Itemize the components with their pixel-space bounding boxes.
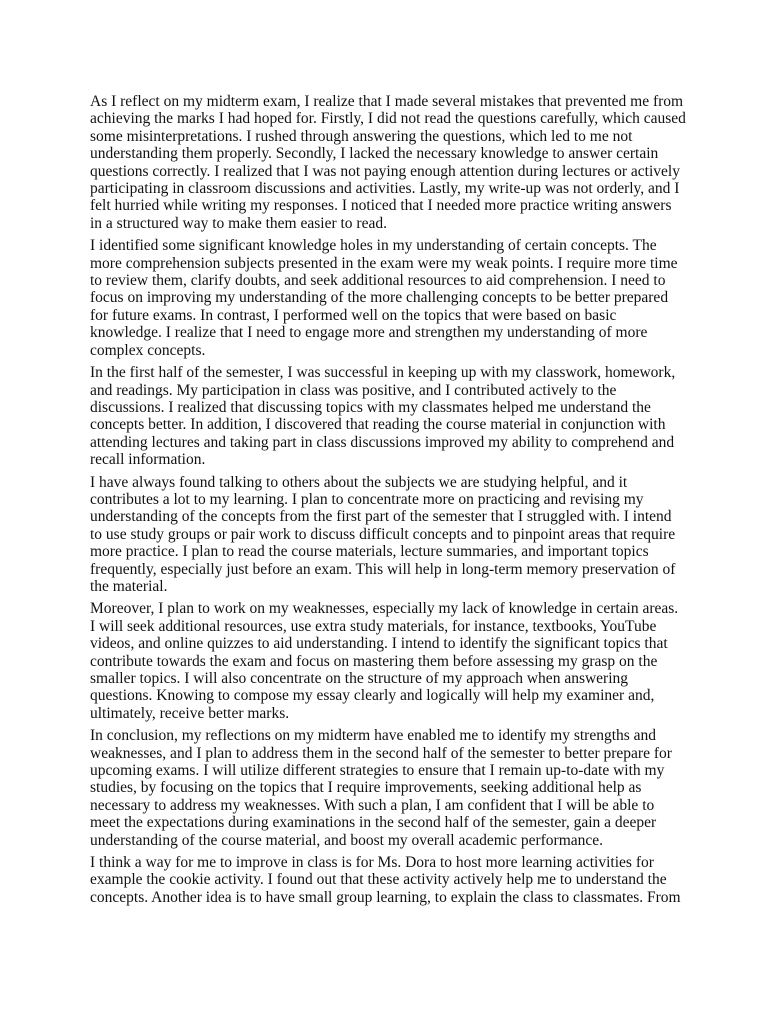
paragraph-weaknesses-plan: Moreover, I plan to work on my weaknesses, especially my lack of knowledge in certain areas. I will seek additional resources, use extra study materials, for instance, textbooks, YouTube videos, and online quizzes to aid understanding. I intend to identify the significant topics that contribute towards the exam and focus on mastering them before assessing my grasp on the smaller topics. I will also concentrate on the structure of my approach when answering questions. Knowing to compose my essay clearly and logically will help my examiner and, ultimately, receive better marks. [90, 600, 679, 722]
paragraph-midterm-mistakes: As I reflect on my midterm exam, I realize that I made several mistakes that prevented me from achieving the marks I had hoped for. Firstly, I did not read the questions carefully, which caused some misinterpretations. I rushed through answering the questions, which led to me not understanding them properly. Secondly, I lacked the necessary knowledge to answer certain questions correctly. I realized that I was not paying enough attention during lectures or actively participating in classroom discussions and activities. Lastly, my write-up was not orderly, and I felt hurried while writing my responses. I noticed that I needed more practice writing answers in a structured way to make them easier to read. [90, 93, 686, 232]
paragraph-conclusion: In conclusion, my reflections on my midterm have enabled me to identify my strengths and weaknesses, and I plan to address them in the second half of the semester to better prepare for upcoming exams. I will utilize different strategies to ensure that I remain up-to-date with my studies, by focusing on the topics that I require improvements, seeking additional help as necessary to address my weaknesses. With such a plan, I am confident that I will be able to meet the expectations during examinations in the second half of the semester, gain a deeper understanding of the course material, and boost my overall academic performance. [90, 727, 672, 849]
paragraph-talking-to-others: I have always found talking to others about the subjects we are studying helpful, and it contributes a lot to my learning. I plan to concentrate more on practicing and revising my understanding of the concepts from the first part of the semester that I struggled with. I intend to use study groups or pair work to discuss difficult concepts and to pinpoint areas that require more practice. I plan to read the course materials, lecture summaries, and important topics frequently, especially just before an exam. This will help in long-term memory preservation of the material. [90, 473, 676, 595]
paragraph-improvement-ideas: I think a way for me to improve in class is for Ms. Dora to host more learning activities for example the cookie activity. I found out that these activity actively help me to understand the concepts. Another idea is to have small group learning, to explain the class to classmates. From [90, 854, 681, 906]
paragraph-first-half-semester: In the first half of the semester, I was successful in keeping up with my classwork, homework, and readings. My participation in class was positive, and I contributed actively to the discussions. I realized that discussing topics with my classmates helped me understand the concepts better. In addition, I discovered that reading the course material in conjunction with attending lectures and taking part in class discussions improved my ability to comprehend and recall information. [90, 364, 676, 469]
paragraph-knowledge-holes: I identified some significant knowledge holes in my understanding of certain concepts. The more comprehension subjects presented in the exam were my weak points. I require more time to review them, clarify doubts, and seek additional resources to aid comprehension. I need to focus on improving my understanding of the more challenging concepts to be better prepared for future exams. In contrast, I performed well on the topics that were based on basic knowledge. I realize that I need to engage more and strengthen my understanding of more complex concepts. [90, 237, 678, 359]
document-body [90, 93, 686, 911]
